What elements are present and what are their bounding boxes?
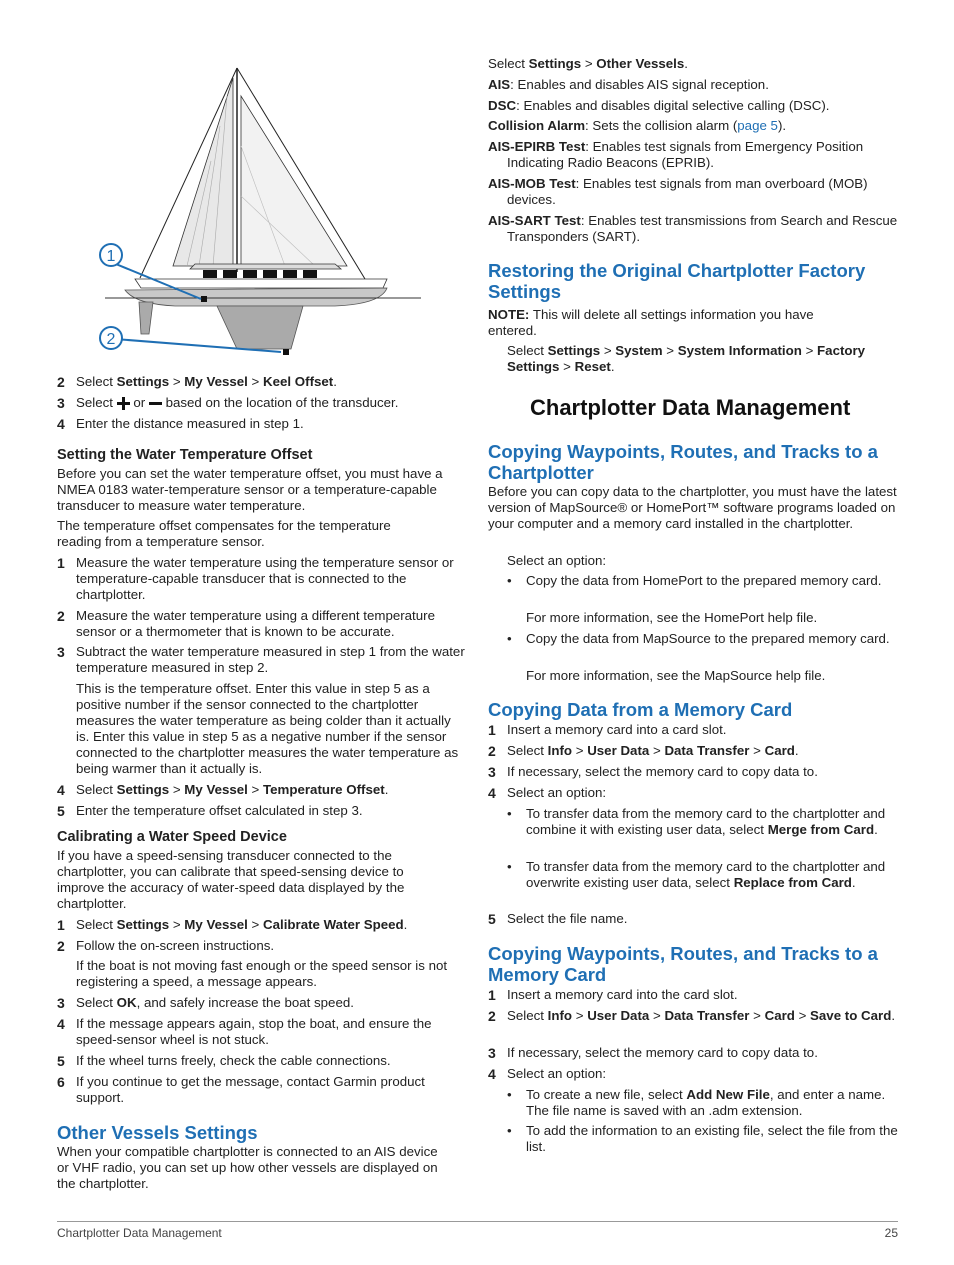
water-speed-step-2-note: If the boat is not moving fast enough or the speed sensor is not registering a speed, a message appears. — [76, 958, 448, 989]
other-vessels-heading: Other Vessels Settings — [57, 1122, 258, 1143]
replace-option: • To transfer data from the memory card to the chartplotter and overwrite existing user data, select Replace from Card. — [507, 859, 886, 890]
callout-1-label: 1 — [106, 248, 116, 265]
restore-note: NOTE: This will delete all settings information you have entered. — [488, 307, 814, 338]
water-speed-step-6: 6 If you continue to get the message, contact Garmin product support. — [57, 1074, 425, 1105]
copy-to-card-step-2: 2 Select Info > User Data > Data Transfer > Card > Save to Card. — [488, 1008, 896, 1024]
water-temp-step-1: 1 Measure the water temperature using the temperature sensor or temperature-capable transducer that is connected to the chartplotter. — [57, 555, 454, 602]
water-temp-step-4: 4 Select Settings > My Vessel > Temperature Offset. — [57, 782, 389, 798]
copy-from-card-step-5: 5 Select the file name. — [488, 911, 628, 927]
page-footer — [57, 1221, 898, 1241]
copy-to-card-step-1: 1 Insert a memory card into the card slot. — [488, 987, 738, 1003]
copy-from-card-step-2: 2 Select Info > User Data > Data Transfer > Card. — [488, 743, 799, 759]
copy-to-card-step-3: 3 If necessary, select the memory card to copy data to. — [488, 1045, 818, 1061]
def-dsc: DSC: Enables and disables digital selective calling (DSC). — [488, 98, 830, 113]
existing-file-option: • To add the information to an existing file, select the file from the list. — [507, 1123, 898, 1154]
keel-step-3: 3 Select or based on the location of the transducer. — [57, 395, 399, 411]
copy-to-chartplotter-heading: Copying Waypoints, Routes, and Tracks to a Chartplotter — [488, 441, 878, 483]
plus-icon — [117, 397, 130, 410]
def-ais-epirb: AIS-EPIRB Test: Enables test signals from Emergency Position Indicating Radio Beacons (EPRIB). — [488, 139, 864, 170]
def-collision-alarm: Collision Alarm: Sets the collision alarm (page 5). — [488, 118, 787, 133]
page-number: 25 — [884, 1226, 898, 1240]
other-vessels-intro: When your compatible chartplotter is connected to an AIS device or VHF radio, you can set up how other vessels are displayed on the chartplotter. — [57, 1144, 438, 1191]
water-speed-intro: If you have a speed-sensing transducer connected to the chartplotter, you can calibrate that speed-sensing device to improve the accuracy of water-speed data displayed by the chartplotter. — [57, 848, 405, 911]
water-speed-step-3: 3 Select OK, and safely increase the boat speed. — [57, 995, 354, 1011]
water-temp-step-5: 5 Enter the temperature offset calculated in step 3. — [57, 803, 363, 819]
other-vessels-select: Select Settings > Other Vessels. — [488, 56, 688, 71]
water-speed-step-2: 2 Follow the on-screen instructions. — [57, 938, 275, 954]
water-temp-step-2: 2 Measure the water temperature using a different temperature sensor or a thermometer that is known to be accurate. — [57, 608, 435, 639]
water-temp-intro: Before you can set the water temperature offset, you must have a NMEA 0183 water-temperature sensor or a temperature-capable transducer to measure water temperature. — [57, 466, 443, 513]
merge-option: • To transfer data from the memory card to the chartplotter and combine it with existing user data, select Merge from Card. — [507, 806, 886, 837]
water-temp-desc: The temperature offset compensates for the temperature reading from a temperature sensor. — [57, 518, 391, 549]
def-ais-sart: AIS-SART Test: Enables test transmissions from Search and Rescue Transponders (SART). — [488, 213, 898, 244]
copy-mapsource-option: • Copy the data from MapSource to the prepared memory card. — [507, 631, 890, 646]
page-5-link[interactable]: page 5 — [737, 118, 778, 133]
def-ais: AIS: Enables and disables AIS signal reception. — [488, 77, 769, 92]
copy-homeport-note: For more information, see the HomePort help file. — [526, 610, 818, 625]
water-speed-step-4: 4 If the message appears again, stop the boat, and ensure the speed-sensor wheel is not stuck. — [57, 1016, 432, 1047]
copy-from-card-step-1: 1 Insert a memory card into a card slot. — [488, 722, 727, 738]
footer-section: Chartplotter Data Management — [57, 1226, 222, 1240]
water-temp-step-3: 3 Subtract the water temperature measured in step 1 from the water temperature measured in step 2. — [57, 644, 465, 675]
copy-to-chartplotter-intro: Before you can copy data to the chartplotter, you must have the latest version of MapSource® or HomePort™ software programs loaded on your computer and a memory card installed in the chartplotter. — [488, 484, 897, 531]
keel-step-2: 2 Select Settings > My Vessel > Keel Offset. — [57, 374, 337, 390]
copy-to-card-heading: Copying Waypoints, Routes, and Tracks to a Memory Card — [488, 943, 878, 985]
water-speed-step-1: 1 Select Settings > My Vessel > Calibrate Water Speed. — [57, 917, 408, 933]
water-temp-offset-note: This is the temperature offset. Enter this value in step 5 as a positive number if the sensor connected to the chartplotter measures the water temperature as being colder than it actually is. Enter this value in step 5 as a negative number if the sensor connected to the chartplotter measures the water temperature as being warmer than it actually is. — [76, 681, 459, 776]
copy-to-card-step-4: 4 Select an option: — [488, 1066, 607, 1082]
copy-to-chartplotter-select: Select an option: — [507, 553, 607, 568]
callout-2-label: 2 — [106, 331, 116, 348]
keel-step-4: 4 Enter the distance measured in step 1. — [57, 416, 304, 432]
restore-heading: Restoring the Original Chartplotter Factory Settings — [488, 260, 866, 302]
copy-from-card-step-3: 3 If necessary, select the memory card to copy data to. — [488, 764, 818, 780]
water-speed-step-5: 5 If the wheel turns freely, check the cable connections. — [57, 1053, 391, 1069]
sailboat-keel-diagram — [95, 66, 425, 362]
add-new-file-option: • To create a new file, select Add New File, and enter a name. The file name is saved with an .adm extension. — [507, 1087, 886, 1118]
copy-homeport-option: • Copy the data from HomePort to the prepared memory card. — [507, 573, 882, 588]
chapter-title: Chartplotter Data Management — [530, 395, 851, 420]
copy-mapsource-note: For more information, see the MapSource help file. — [526, 668, 826, 683]
copy-from-card-heading: Copying Data from a Memory Card — [488, 699, 793, 720]
restore-select: Select Settings > System > System Information > Factory Settings > Reset. — [507, 343, 866, 374]
water-speed-heading: Calibrating a Water Speed Device — [57, 829, 287, 845]
copy-from-card-step-4: 4 Select an option: — [488, 785, 607, 801]
def-ais-mob: AIS-MOB Test: Enables test signals from man overboard (MOB) devices. — [488, 176, 868, 207]
minus-icon — [149, 397, 162, 410]
water-temp-heading: Setting the Water Temperature Offset — [57, 447, 313, 463]
